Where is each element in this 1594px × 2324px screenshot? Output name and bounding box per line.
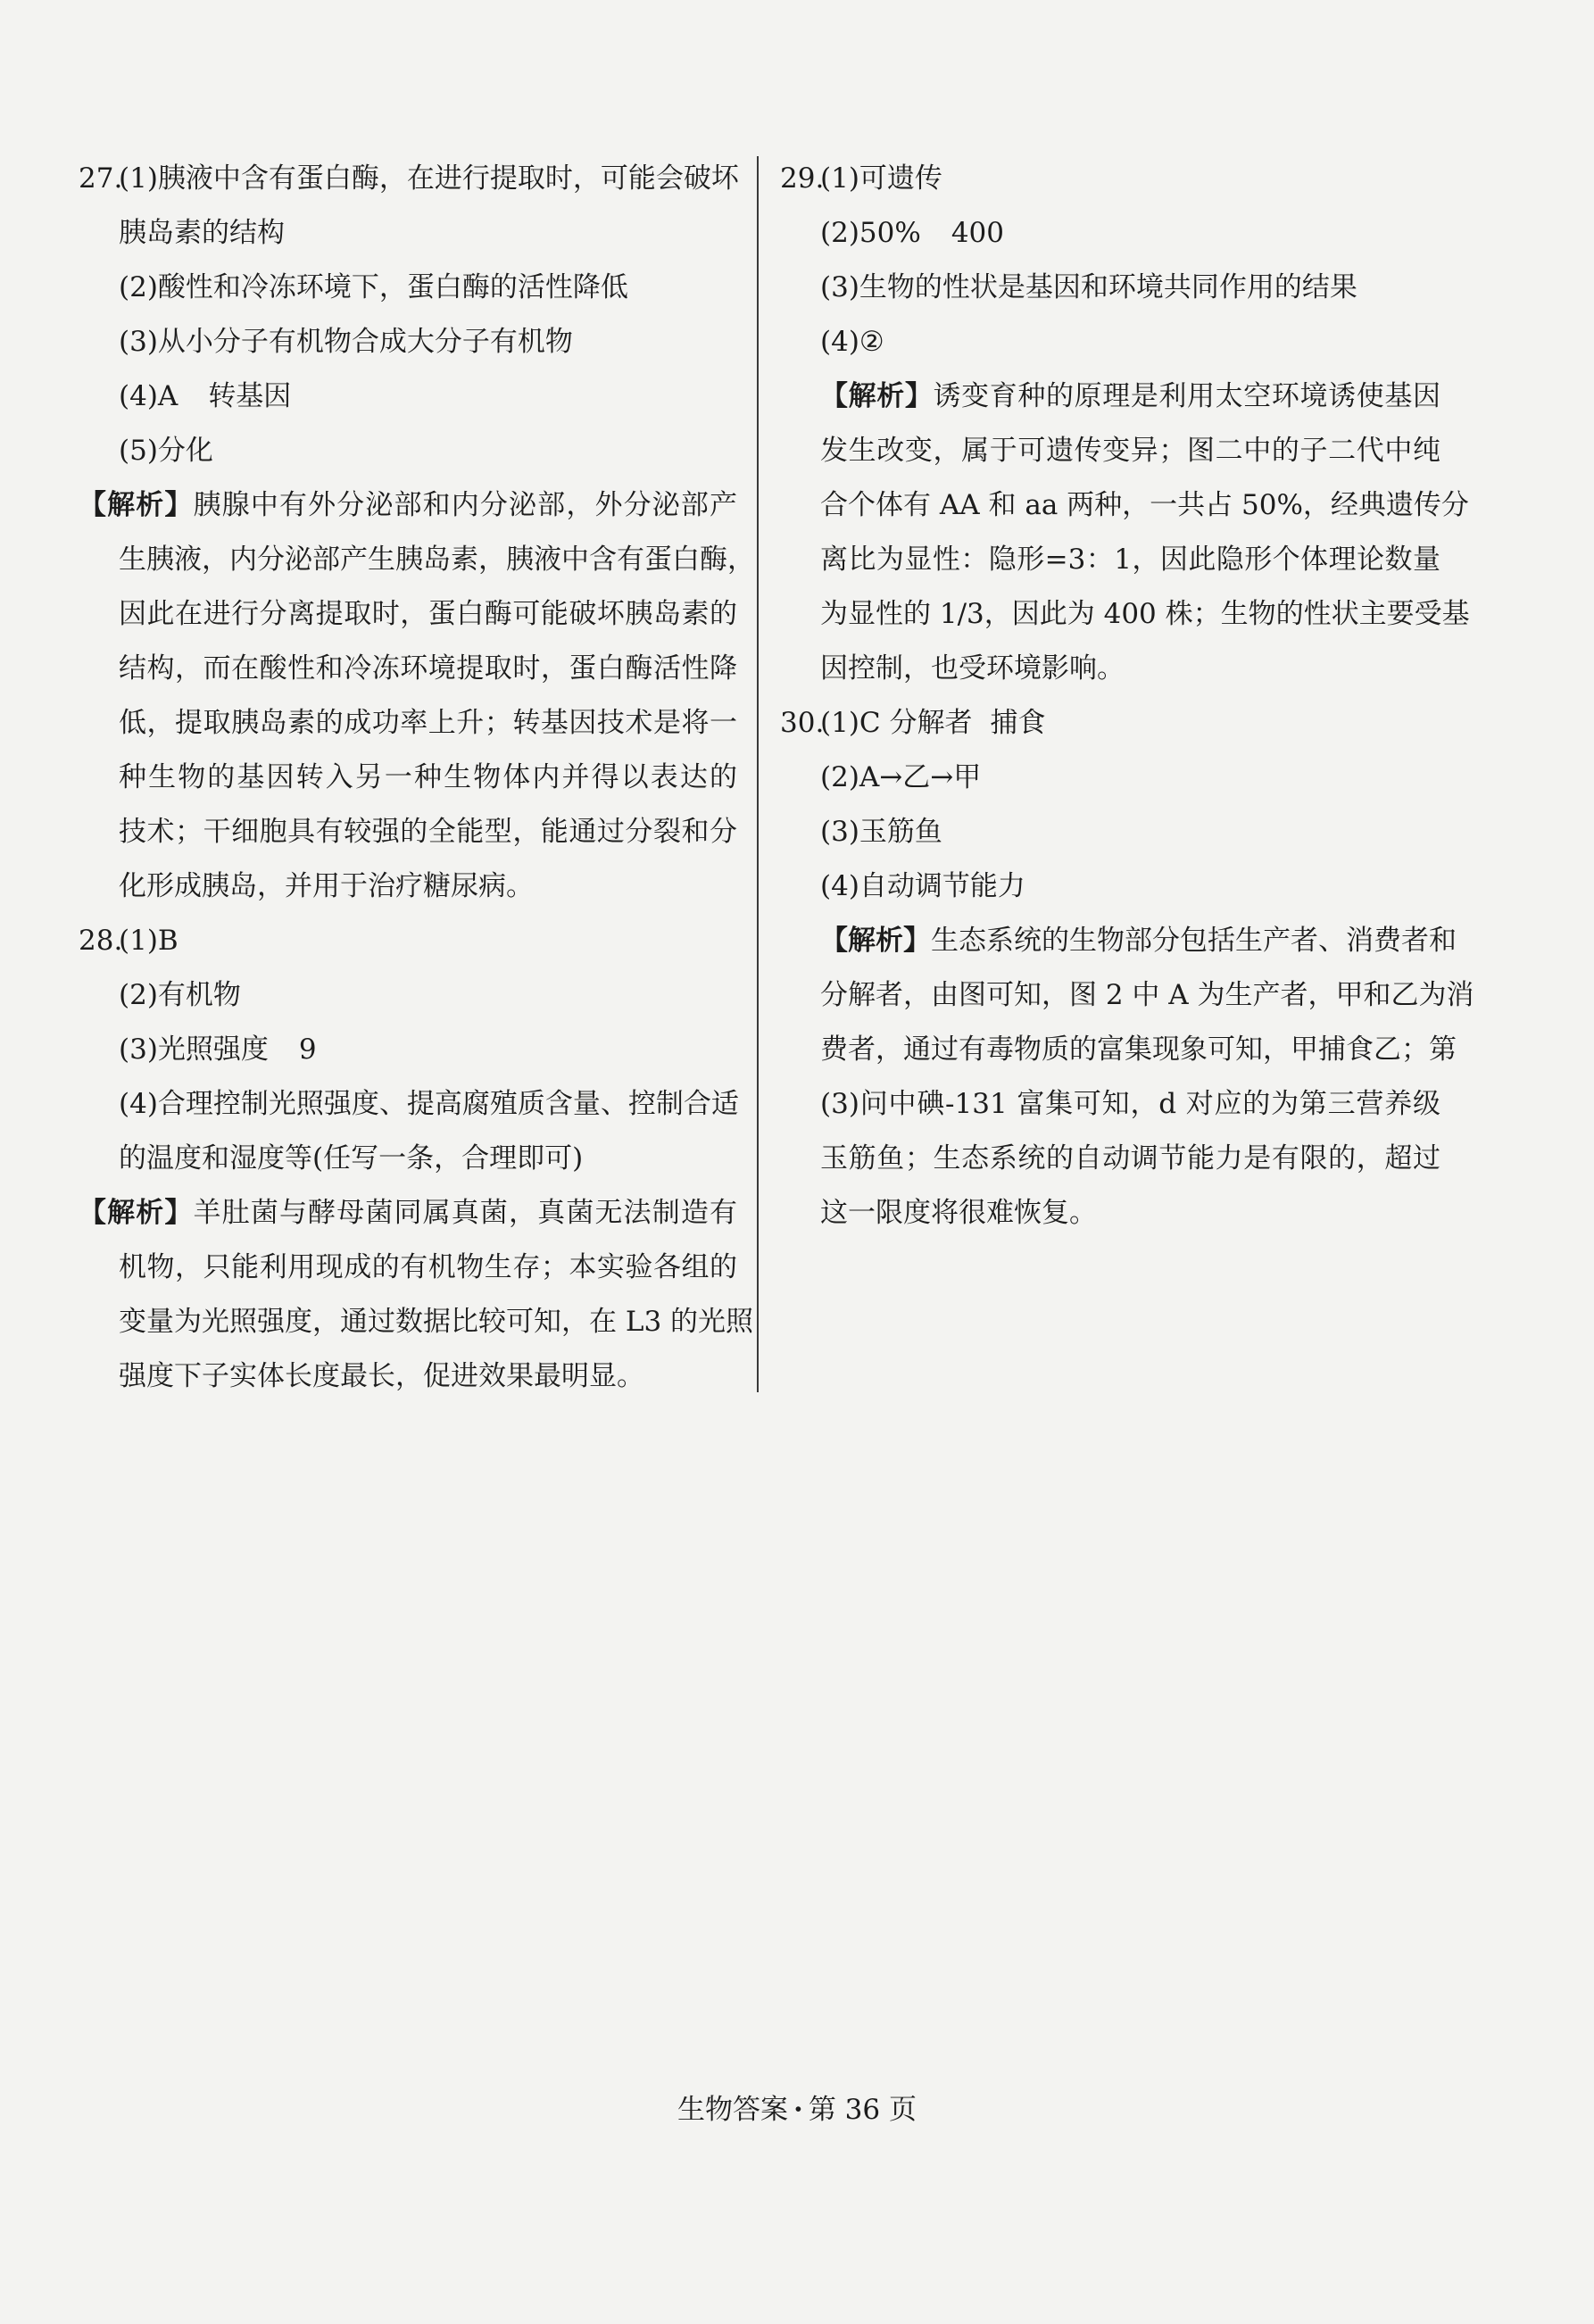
q30-analysis-line6: 这一限度将很难恢复。 xyxy=(820,1197,1097,1229)
q28-analysis-line4: 强度下子实体长度最长，促进效果最明显。 xyxy=(119,1360,644,1392)
left-column xyxy=(79,152,755,1404)
q30-analysis-line1: 【解析】生态系统的生物部分包括生产者、消费者和 xyxy=(820,925,1457,957)
q27-analysis-line1: 【解析】胰腺中有外分泌部和内分泌部，外分泌部产 xyxy=(79,489,737,521)
q30-analysis-line4: (3)问中碘-131 富集可知，d 对应的为第三营养级 xyxy=(820,1088,1440,1120)
q27-part5: (5)分化 xyxy=(119,435,213,467)
q27-analysis-line4: 结构，而在酸性和冷冻环境提取时，蛋白酶活性降 xyxy=(119,652,737,685)
q29-part3: (3)生物的性状是基因和环境共同作用的结果 xyxy=(820,271,1357,303)
q27-analysis-line8: 化形成胰岛，并用于治疗糖尿病。 xyxy=(119,870,534,902)
q27-analysis-line6: 种生物的基因转入另一种生物体内并得以表达的 xyxy=(119,761,737,793)
q27-number: 27. xyxy=(79,162,123,195)
q29-analysis-line4: 离比为显性：隐形=3：1，因此隐形个体理论数量 xyxy=(820,544,1440,576)
column-divider xyxy=(757,156,759,1392)
q30-part3: (3)玉筋鱼 xyxy=(820,816,942,848)
q28-part1: 28.(1)B xyxy=(79,914,737,968)
q27-part1-line1: 27.(1)胰液中含有蛋白酶，在进行提取时，可能会破坏 xyxy=(79,152,737,206)
q27-part1-line2: 胰岛素的结构 xyxy=(119,217,285,249)
q28-number: 28. xyxy=(79,925,123,957)
q29-number: 29. xyxy=(780,162,825,195)
q30-analysis-line5: 玉筋鱼；生态系统的自动调节能力是有限的，超过 xyxy=(820,1142,1440,1174)
q29-analysis-line6: 因控制，也受环境影响。 xyxy=(820,652,1125,685)
q29-part1: 29.(1)可遗传 xyxy=(780,152,1440,206)
q28-analysis-line1: 【解析】羊肚菌与酵母菌同属真菌，真菌无法制造有 xyxy=(79,1197,737,1229)
q27-part3: (3)从小分子有机物合成大分子有机物 xyxy=(119,326,573,358)
q28-analysis-line3: 变量为光照强度，通过数据比较可知，在 L3 的光照 xyxy=(119,1306,754,1338)
q29-analysis-line2: 发生改变，属于可遗传变异；图二中的子二代中纯 xyxy=(820,435,1440,467)
q27-analysis-line5: 低，提取胰岛素的成功率上升；转基因技术是将一 xyxy=(119,707,737,739)
q28-part2: (2)有机物 xyxy=(119,979,241,1011)
q29-part4: (4)② xyxy=(820,326,884,358)
q29-analysis-line1: 【解析】诱变育种的原理是利用太空环境诱使基因 xyxy=(820,380,1441,412)
analysis-tag: 【解析】 xyxy=(79,1197,194,1229)
q30-part2: (2)A→乙→甲 xyxy=(820,761,982,793)
q28-part4-line2: 的温度和湿度等(任写一条，合理即可) xyxy=(119,1142,584,1174)
q28-analysis-line2: 机物，只能利用现成的有机物生存；本实验各组的 xyxy=(119,1251,737,1283)
q28-part4-line1: (4)合理控制光照强度、提高腐殖质含量、控制合适 xyxy=(119,1088,739,1120)
q30-analysis-line2: 分解者，由图可知，图 2 中 A 为生产者，甲和乙为消 xyxy=(820,979,1474,1011)
q27-part2: (2)酸性和冷冻环境下，蛋白酶的活性降低 xyxy=(119,271,628,303)
q30-part4: (4)自动调节能力 xyxy=(820,870,1025,902)
q27-analysis-line3: 因此在进行分离提取时，蛋白酶可能破坏胰岛素的 xyxy=(119,598,737,630)
q30-number: 30. xyxy=(780,707,825,739)
q28-part3: (3)光照强度 9 xyxy=(119,1033,317,1066)
analysis-tag: 【解析】 xyxy=(79,489,194,521)
q29-part2: (2)50% 400 xyxy=(820,217,1004,249)
page-number: 第 36 页 xyxy=(808,2094,917,2126)
right-column xyxy=(780,152,1474,1241)
footer-subject: 生物答案 xyxy=(677,2094,789,2126)
q27-part4: (4)A 转基因 xyxy=(119,380,292,412)
page-footer xyxy=(0,2090,1594,2129)
q29-analysis-line5: 为显性的 1/3，因此为 400 株；生物的性状主要受基 xyxy=(820,598,1470,630)
q30-analysis-line3: 费者，通过有毒物质的富集现象可知，甲捕食乙；第 xyxy=(820,1033,1457,1066)
footer-separator: · xyxy=(793,2094,803,2126)
q27-analysis-line7: 技术；干细胞具有较强的全能型，能通过分裂和分 xyxy=(119,816,737,848)
q27-analysis-line2: 生胰液，内分泌部产生胰岛素，胰液中含有蛋白酶， xyxy=(119,544,755,576)
q29-analysis-line3: 合个体有 AA 和 aa 两种，一共占 50%，经典遗传分 xyxy=(820,489,1469,521)
analysis-tag: 【解析】 xyxy=(820,925,931,957)
q30-part1: 30.(1)C 分解者 捕食 xyxy=(780,696,1440,751)
analysis-tag: 【解析】 xyxy=(820,380,934,412)
